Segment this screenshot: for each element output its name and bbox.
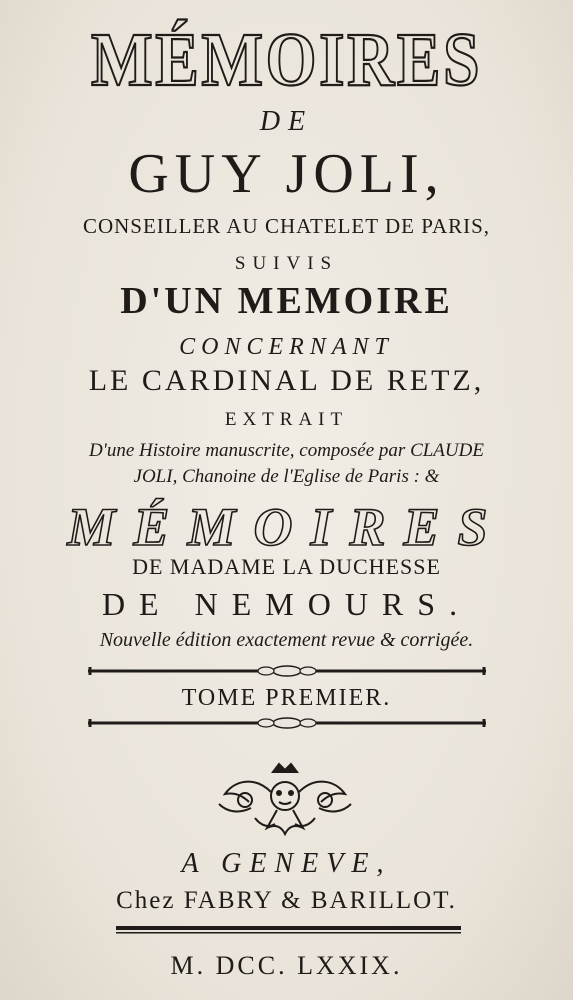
ornamental-rule-top bbox=[86, 664, 488, 678]
third-author-line-2: DE NEMOURS. bbox=[101, 586, 472, 622]
second-title: D'UN MEMOIRE bbox=[120, 280, 453, 322]
third-title: MÉMOIRES bbox=[67, 497, 506, 557]
author-role: CONSEILLER AU CHATELET DE PARIS, bbox=[82, 214, 491, 238]
place-line: A GENEVE, bbox=[181, 848, 392, 879]
main-title: MÉMOIRES bbox=[90, 18, 483, 102]
publication-date: M. DCC. LXXIX. bbox=[170, 951, 403, 980]
ornamental-rule-bottom bbox=[86, 716, 488, 730]
extrait-line: EXTRAIT bbox=[224, 409, 349, 430]
double-rule bbox=[116, 926, 461, 934]
subject-line: LE CARDINAL DE RETZ, bbox=[88, 364, 485, 397]
title-de: DE bbox=[259, 106, 314, 137]
printers-ornament-icon bbox=[205, 762, 365, 842]
volume-line: TOME PREMIER. bbox=[181, 685, 392, 711]
author-name: GUY JOLI, bbox=[128, 143, 445, 205]
publisher-line: Chez FABRY & BARILLOT. bbox=[116, 887, 457, 914]
concernant-line: CONCERNANT bbox=[179, 334, 394, 360]
edition-note: Nouvelle édition exactement revue & corrigée. bbox=[99, 629, 474, 651]
suivis-line: SUIVIS bbox=[234, 253, 339, 274]
source-line-1: D'une Histoire manuscrite, composée par CLAUDE bbox=[89, 440, 484, 461]
third-author-line-1: DE MADAME LA DUCHESSE bbox=[132, 554, 441, 579]
source-line-2: JOLI, Chanoine de l'Eglise de Paris : & bbox=[133, 466, 440, 487]
